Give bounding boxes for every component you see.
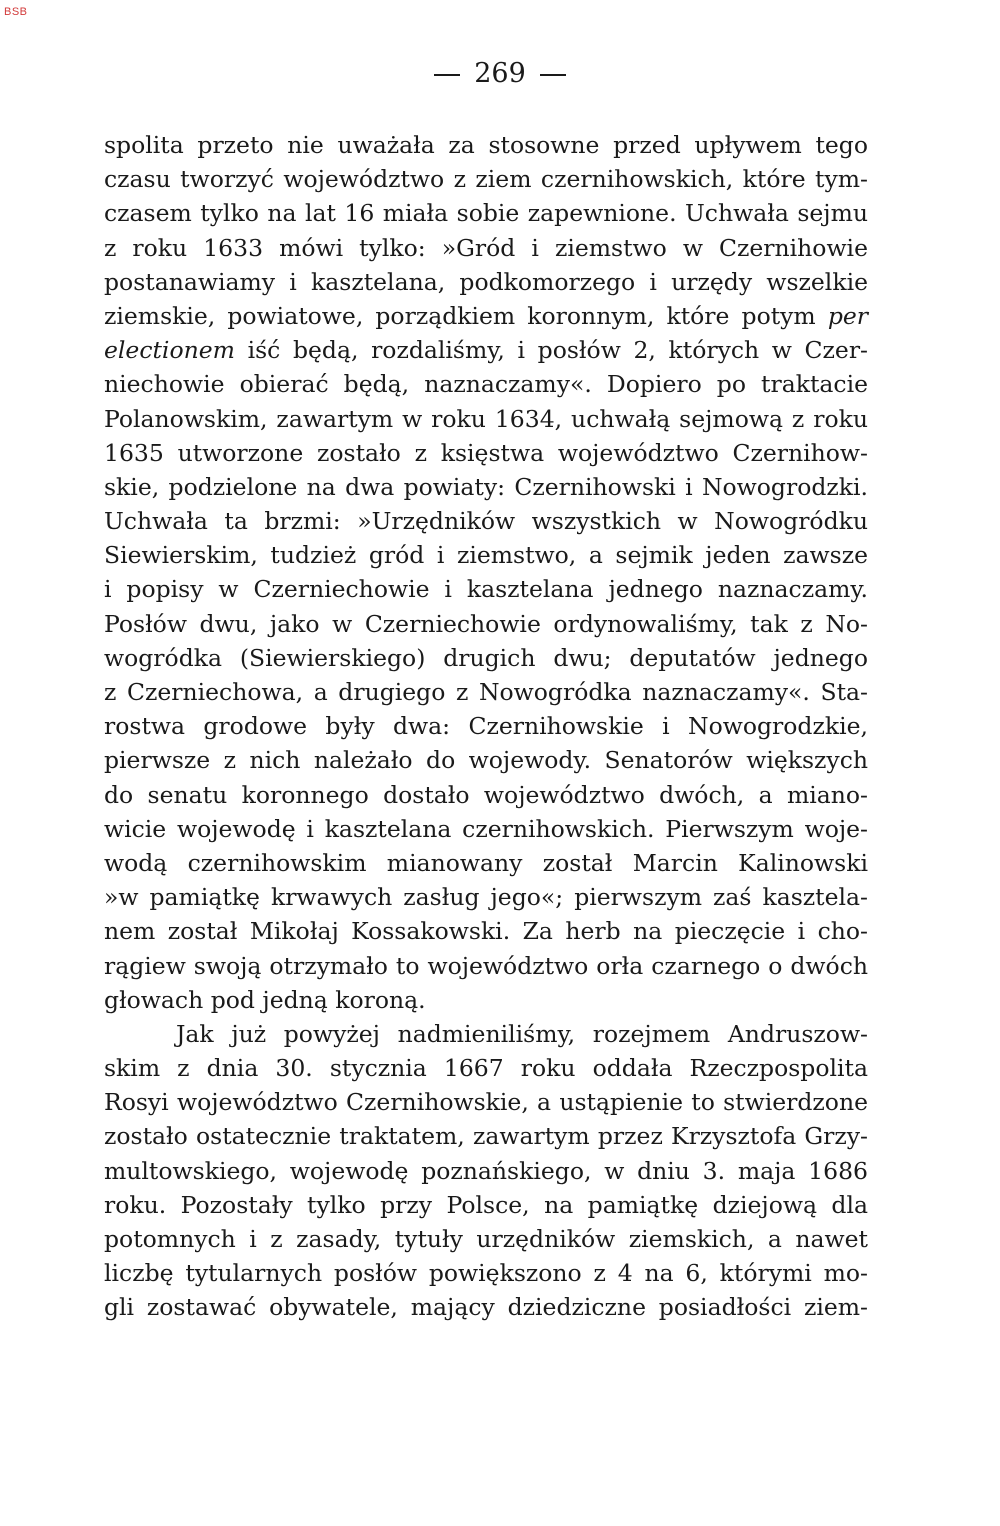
text-line: potomnych i z zasady, tytuły urzędników ziemskich, a nawet: [104, 1225, 868, 1253]
text-line: wogródka (Siewierskiego) drugich dwu; deputatów jednego: [104, 643, 868, 672]
text-line: Uchwała ta brzmi: »Urzędników wszystkich w Nowogródku: [104, 507, 868, 536]
text-line: gli zostawać obywatele, mający dziedziczne posiadłości ziem-: [104, 1293, 868, 1322]
text-line: rostwa grodowe były dwa: Czernihowskie i Nowogrodzkie,: [104, 712, 868, 741]
italic-term: electionem: [104, 336, 235, 365]
page-number: 269: [474, 58, 526, 89]
text-line: spolita przeto nie uważała za stosowne przed upływem tego: [104, 131, 868, 159]
text-line: czasu tworzyć województwo z ziem czernihowskich, które tym-: [104, 165, 868, 194]
text-line: liczbę tytularnych posłów powiększono z 4 na 6, którymi mo-: [104, 1259, 868, 1288]
page-header: [0, 56, 1000, 92]
text-line: [104, 299, 868, 333]
text-line: zostało ostatecznie traktatem, zawartym przez Krzysztofa Grzy-: [104, 1122, 868, 1151]
text-line: [104, 333, 868, 367]
text-line: postanawiamy i kasztelana, podkomorzego i urzędy wszelkie: [104, 267, 868, 296]
text-line: czasem tylko na lat 16 miała sobie zapewnione. Uchwała sejmu: [104, 199, 868, 228]
text-line: Siewierskim, tudzież gród i ziemstwo, a sejmik jeden zawsze: [104, 541, 868, 570]
text-line: z roku 1633 mówi tylko: »Gród i ziemstwo w Czernihowie: [104, 233, 868, 262]
text-line: skie, podzielone na dwa powiaty: Czernihowski i Nowogrodzki.: [104, 472, 868, 501]
text-line: multowskiego, wojewodę poznańskiego, w dniu 3. maja 1686: [104, 1156, 868, 1185]
text-line: nem został Mikołaj Kossakowski. Za herb na pieczęcie i cho-: [104, 917, 868, 946]
text-line: wodą czernihowskim mianowany został Marcin Kalinowski: [104, 848, 868, 877]
text-line: do senatu koronnego dostało województwo dwóch, a miano-: [104, 780, 868, 809]
text-line: Jak już powyżej nadmieniliśmy, rozejmem Andruszow-: [176, 1019, 868, 1048]
text-line: Posłów dwu, jako w Czerniechowie ordynowaliśmy, tak z No-: [104, 609, 868, 638]
text-line: »w pamiątkę krwawych zasług jego«; pierwszym zaś kasztela-: [104, 883, 868, 912]
header-dash-right: [540, 74, 566, 76]
text-segment: ziemskie, powiatowe, porządkiem koronnym, które potym: [104, 301, 828, 330]
text-line: roku. Pozostały tylko przy Polsce, na pamiątkę dziejową dla: [104, 1190, 868, 1219]
text-line: rągiew swoją otrzymało to województwo orła czarnego o dwóch: [104, 951, 868, 980]
text-line: niechowie obierać będą, naznaczamy«. Dopiero po traktacie: [104, 370, 868, 399]
header-dash-left: [434, 74, 460, 76]
body-text: [104, 128, 868, 1325]
text-line: pierwsze z nich należało do wojewody. Senatorów większych: [104, 746, 868, 775]
text-line: głowach pod jedną koroną.: [104, 985, 426, 1014]
text-line: z Czerniechowa, a drugiego z Nowogródka naznaczamy«. Sta-: [104, 678, 868, 706]
text-line: i popisy w Czerniechowie i kasztelana jednego naznaczamy.: [104, 575, 868, 604]
library-stamp: BSB: [4, 6, 28, 18]
text-line: 1635 utworzone zostało z księstwa województwo Czernihow-: [104, 438, 868, 467]
text-line: wicie wojewodę i kasztelana czernihowskich. Pierwszym woje-: [104, 814, 868, 843]
italic-term: per: [827, 301, 868, 330]
text-line: skim z dnia 30. stycznia 1667 roku oddała Rzeczpospolita: [104, 1054, 868, 1083]
text-line: Polanowskim, zawartym w roku 1634, uchwałą sejmową z roku: [104, 404, 868, 433]
text-segment: iść będą, rozdaliśmy, i posłów 2, których w Czer-: [234, 336, 868, 365]
text-line: Rosyi województwo Czernihowskie, a ustąpienie to stwierdzone: [104, 1088, 868, 1117]
